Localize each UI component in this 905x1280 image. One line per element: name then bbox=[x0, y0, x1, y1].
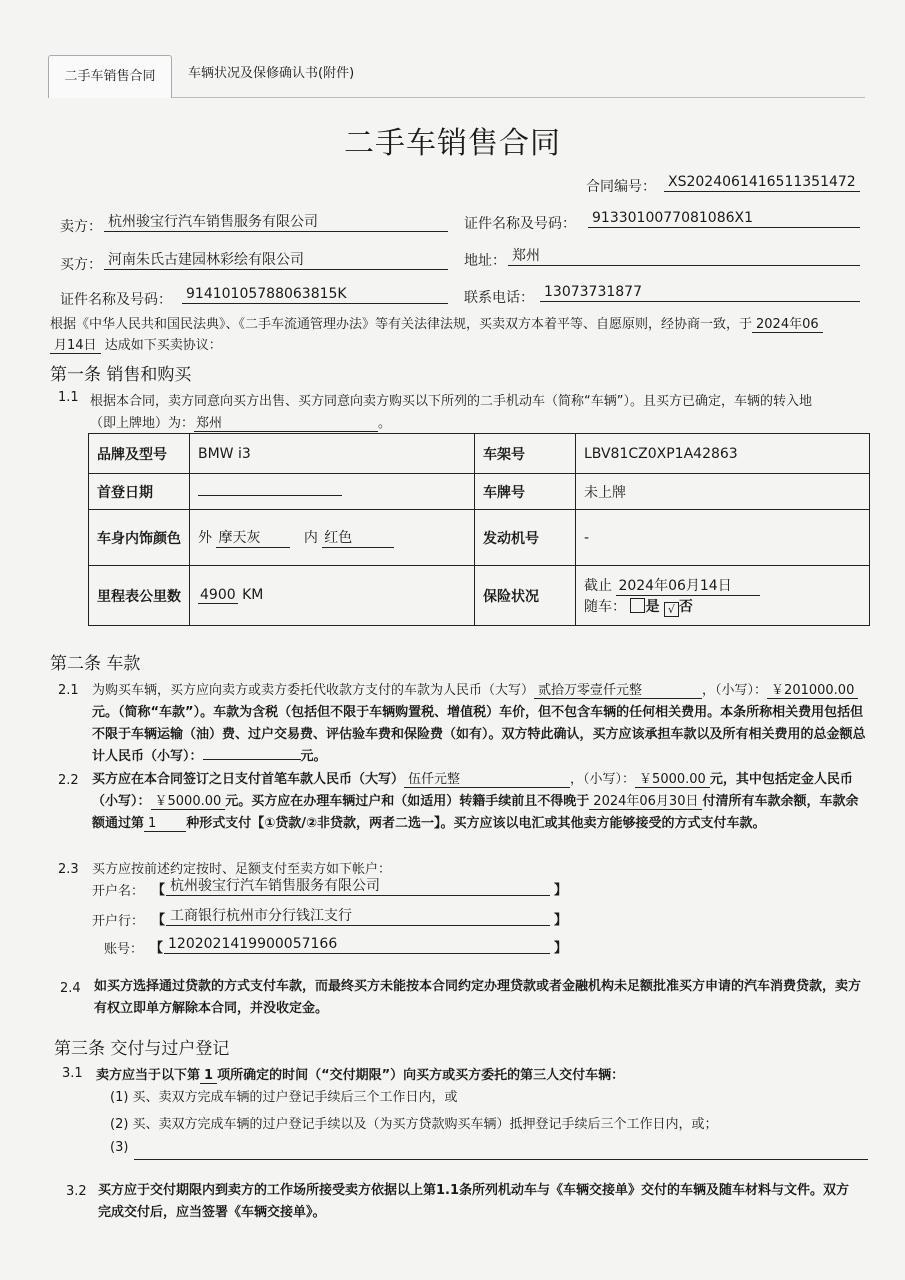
insurance-cell bbox=[576, 566, 870, 626]
insurance-yes-checkbox[interactable] bbox=[630, 598, 645, 613]
delivery-option-1: (1) 买、卖双方完成车辆的过户登记手续后三个工作日内，或 bbox=[110, 1090, 458, 1105]
seller-id-label: 证件名称及号码： bbox=[464, 216, 576, 232]
insurance-yes-label: 是 bbox=[645, 598, 660, 615]
delivery-option-3: (3) bbox=[110, 1140, 129, 1155]
clause-2-1-text bbox=[92, 680, 870, 768]
section-2-heading: 第二条 车款 bbox=[50, 654, 141, 674]
clause-2-1-c: 元。（简称“车款”）。车款为含税（包括但不限于车辆购置税、增值税）车价，但不包含车辆的任何相关费用。本条所称相关费用包括但不限于车辆运输（油）费、过户交易费、评估验车费和保险费（如有）。双方特此确认，买方应该承担车款以及所有相关费用的总金额总计人民币（小写）： bbox=[92, 705, 866, 764]
clause-3-1-text bbox=[96, 1064, 624, 1083]
buyer-id-field: 91410105788063815K bbox=[182, 284, 448, 304]
intro-text-2: 达成如下买卖协议： bbox=[104, 338, 222, 353]
interior-prefix: 内 bbox=[303, 530, 318, 546]
intro-line-1 bbox=[50, 313, 823, 332]
odometer-unit: KM bbox=[242, 587, 264, 603]
down-payment-figures: ￥5000.00 bbox=[635, 772, 710, 788]
bracket-close: 】 bbox=[554, 941, 568, 956]
clause-1-1-line2 bbox=[90, 412, 391, 432]
clause-3-1-b: 项所确定的时间（“交付期限”）向买方或买方委托的第三人交付车辆： bbox=[217, 1068, 625, 1083]
payment-form: 1 bbox=[144, 816, 186, 832]
insurance-with-car-label: 随车： bbox=[584, 598, 626, 615]
insurance-no-label: 否 bbox=[678, 598, 693, 615]
vehicle-table bbox=[88, 433, 870, 626]
tab-contract[interactable]: 二手车销售合同 bbox=[48, 55, 172, 98]
seller-id-field: 9133010077081086X1 bbox=[588, 208, 860, 228]
brand-label: 品牌及型号 bbox=[89, 434, 190, 474]
registration-place: 郑州 bbox=[194, 412, 378, 432]
bracket-open: 【 bbox=[150, 941, 164, 956]
reg-date-cell bbox=[190, 474, 475, 510]
table-row bbox=[89, 566, 870, 626]
buyer-address-field: 郑州 bbox=[508, 246, 860, 266]
reg-date-value bbox=[198, 495, 342, 496]
clause-3-2-text: 买方应于交付期限内到卖方的工作场所接受卖方依据以上第1.1条所列机动车与《车辆交接单》交付的车辆及随车材料与文件。双方完成交付后，应当签署《车辆交接单》。 bbox=[98, 1183, 850, 1220]
page-title: 二手车销售合同 bbox=[344, 126, 561, 161]
clause-2-1-number: 2.1 bbox=[58, 683, 79, 698]
clause-2-2-b: ，（小写）： bbox=[570, 772, 636, 787]
intro-date-part-a: 2024年06 bbox=[752, 317, 823, 333]
reg-date-label: 首登日期 bbox=[89, 474, 190, 510]
clause-1-1-text: 根据本合同，卖方同意向买方出售、买方同意向卖方购买以下所列的二手机动车（简称“车辆”）。且买方已确定，车辆的转入地 bbox=[90, 394, 812, 409]
deposit-amount: ￥5000.00 bbox=[151, 794, 226, 810]
clause-1-1-end: 。 bbox=[378, 416, 392, 431]
clause-2-3-text: 买方应按前述约定按时、足额支付至卖方如下帐户： bbox=[92, 862, 392, 877]
color-label: 车身内饰颜色 bbox=[89, 510, 190, 566]
buyer-phone-label: 联系电话： bbox=[464, 290, 534, 306]
odometer-cell bbox=[190, 566, 475, 626]
table-row bbox=[89, 474, 870, 510]
engine-value: - bbox=[576, 510, 870, 566]
section-1-heading: 第一条 销售和购买 bbox=[50, 365, 192, 385]
buyer-id-label: 证件名称及号码： bbox=[60, 292, 172, 308]
delivery-option-3-line bbox=[134, 1140, 868, 1160]
clause-2-1-d: 元。 bbox=[300, 749, 327, 764]
price-in-words: 贰拾万零壹仟元整 bbox=[534, 683, 702, 699]
final-payment-date: 2024年06月30日 bbox=[589, 794, 702, 810]
down-payment-words: 伍仟元整 bbox=[404, 772, 570, 788]
clause-2-2-d: 元。买方应在办理车辆过户和（如适用）转籍手续前且不得晚于 bbox=[225, 794, 590, 809]
clause-1-1-label: （即上牌地）为： bbox=[90, 416, 195, 431]
tab-bar bbox=[48, 55, 865, 98]
odometer-value: 4900 bbox=[200, 587, 236, 603]
buyer-label: 买方： bbox=[60, 257, 102, 273]
clause-2-1-a: 为购买车辆，买方应向卖方或卖方委托代收款方支付的车款为人民币（大写） bbox=[92, 683, 535, 698]
clause-2-2-c: 元，其中包括定金人民币（小写）： bbox=[92, 772, 853, 809]
insurance-date-line bbox=[584, 575, 861, 596]
total-amount bbox=[203, 759, 301, 760]
clause-2-3-number: 2.3 bbox=[58, 862, 79, 877]
intro-text: 根据《中华人民共和国民法典》、《二手车流通管理办法》等有关法律法规，买卖双方本着平等、自愿原则，经协商一致，于 bbox=[50, 317, 753, 332]
clause-2-2-a: 买方应在本合同签订之日支付首笔车款人民币（大写） bbox=[92, 772, 405, 787]
contract-no-field: XS2024061416511351472 bbox=[664, 172, 860, 192]
plate-value: 未上牌 bbox=[576, 474, 870, 510]
odometer-label: 里程表公里数 bbox=[89, 566, 190, 626]
exterior-color: 摩天灰 bbox=[216, 527, 290, 548]
clause-2-2-f: 种形式支付【①贷款/②非贷款，两者二选一】。买方应该以电汇或其他卖方能够接受的方式支付车款。 bbox=[186, 816, 766, 831]
account-no-field: 1202021419900057166 bbox=[164, 934, 550, 954]
seller-label: 卖方： bbox=[60, 219, 102, 235]
insurance-prefix: 截止 bbox=[584, 577, 612, 594]
section-3-heading: 第三条 交付与过户登记 bbox=[54, 1039, 230, 1059]
clause-2-2-e: 付清所有车款余额，车款余额通过第 bbox=[92, 794, 859, 831]
vin-value: LBV81CZ0XP1A42863 bbox=[576, 434, 870, 474]
delivery-option-number: 1 bbox=[200, 1068, 217, 1084]
engine-label: 发动机号 bbox=[475, 510, 576, 566]
plate-label: 车牌号 bbox=[475, 474, 576, 510]
bracket-open: 【 bbox=[152, 883, 166, 898]
bracket-close: 】 bbox=[554, 913, 568, 928]
buyer-address-label: 地址： bbox=[464, 253, 506, 269]
price-in-figures: ￥201000.00 bbox=[767, 683, 858, 699]
bank-field: 工商银行杭州市分行钱江支行 bbox=[166, 906, 550, 926]
clause-2-1-b: ，（小写）： bbox=[702, 683, 768, 698]
table-row bbox=[89, 510, 870, 566]
account-name-field: 杭州骏宝行汽车销售服务有限公司 bbox=[166, 876, 550, 896]
intro-line-2 bbox=[50, 334, 222, 353]
bracket-close: 】 bbox=[554, 883, 568, 898]
insurance-label: 保险状况 bbox=[475, 566, 576, 626]
clause-1-1-number: 1.1 bbox=[58, 390, 79, 405]
interior-color: 红色 bbox=[322, 527, 394, 548]
bracket-open: 【 bbox=[152, 913, 166, 928]
account-name-label: 开户名： bbox=[92, 884, 145, 899]
table-row bbox=[89, 434, 870, 474]
clause-2-4-number: 2.4 bbox=[60, 981, 81, 996]
clause-2-2-number: 2.2 bbox=[58, 773, 79, 788]
color-cell bbox=[190, 510, 475, 566]
buyer-phone-field: 13073731877 bbox=[540, 282, 860, 302]
insurance-date: 2024年06月14日 bbox=[616, 575, 760, 596]
vin-label: 车架号 bbox=[475, 434, 576, 474]
clause-2-2-text bbox=[92, 769, 870, 835]
account-no-label: 账号： bbox=[104, 942, 144, 957]
delivery-option-2: (2) 买、卖双方完成车辆的过户登记手续以及（为买方贷款购买车辆）抵押登记手续后三个工作日内，或； bbox=[110, 1117, 718, 1132]
seller-field: 杭州骏宝行汽车销售服务有限公司 bbox=[104, 212, 448, 232]
tab-vehicle-condition[interactable]: 车辆状况及保修确认书(附件) bbox=[188, 66, 355, 81]
clause-3-1-a: 卖方应当于以下第 bbox=[96, 1068, 201, 1083]
contract-no-label: 合同编号： bbox=[586, 179, 656, 195]
intro-date-part-b: 月14日 bbox=[50, 338, 101, 354]
buyer-field: 河南朱氏古建园林彩绘有限公司 bbox=[104, 250, 448, 270]
clause-2-4-text: 如买方选择通过贷款的方式支付车款，而最终买方未能按本合同约定办理贷款或者金融机构未足额批准买方申请的汽车消费贷款，卖方有权立即单方解除本合同，并没收定金。 bbox=[94, 979, 862, 1016]
exterior-prefix: 外 bbox=[198, 530, 212, 546]
insurance-with-car-line bbox=[584, 596, 861, 617]
insurance-no-checkbox[interactable]: √ bbox=[664, 602, 679, 617]
clause-3-2-number: 3.2 bbox=[66, 1184, 87, 1199]
brand-value: BMW i3 bbox=[190, 434, 475, 474]
clause-3-1-number: 3.1 bbox=[62, 1066, 83, 1081]
bank-label: 开户行： bbox=[92, 914, 145, 929]
